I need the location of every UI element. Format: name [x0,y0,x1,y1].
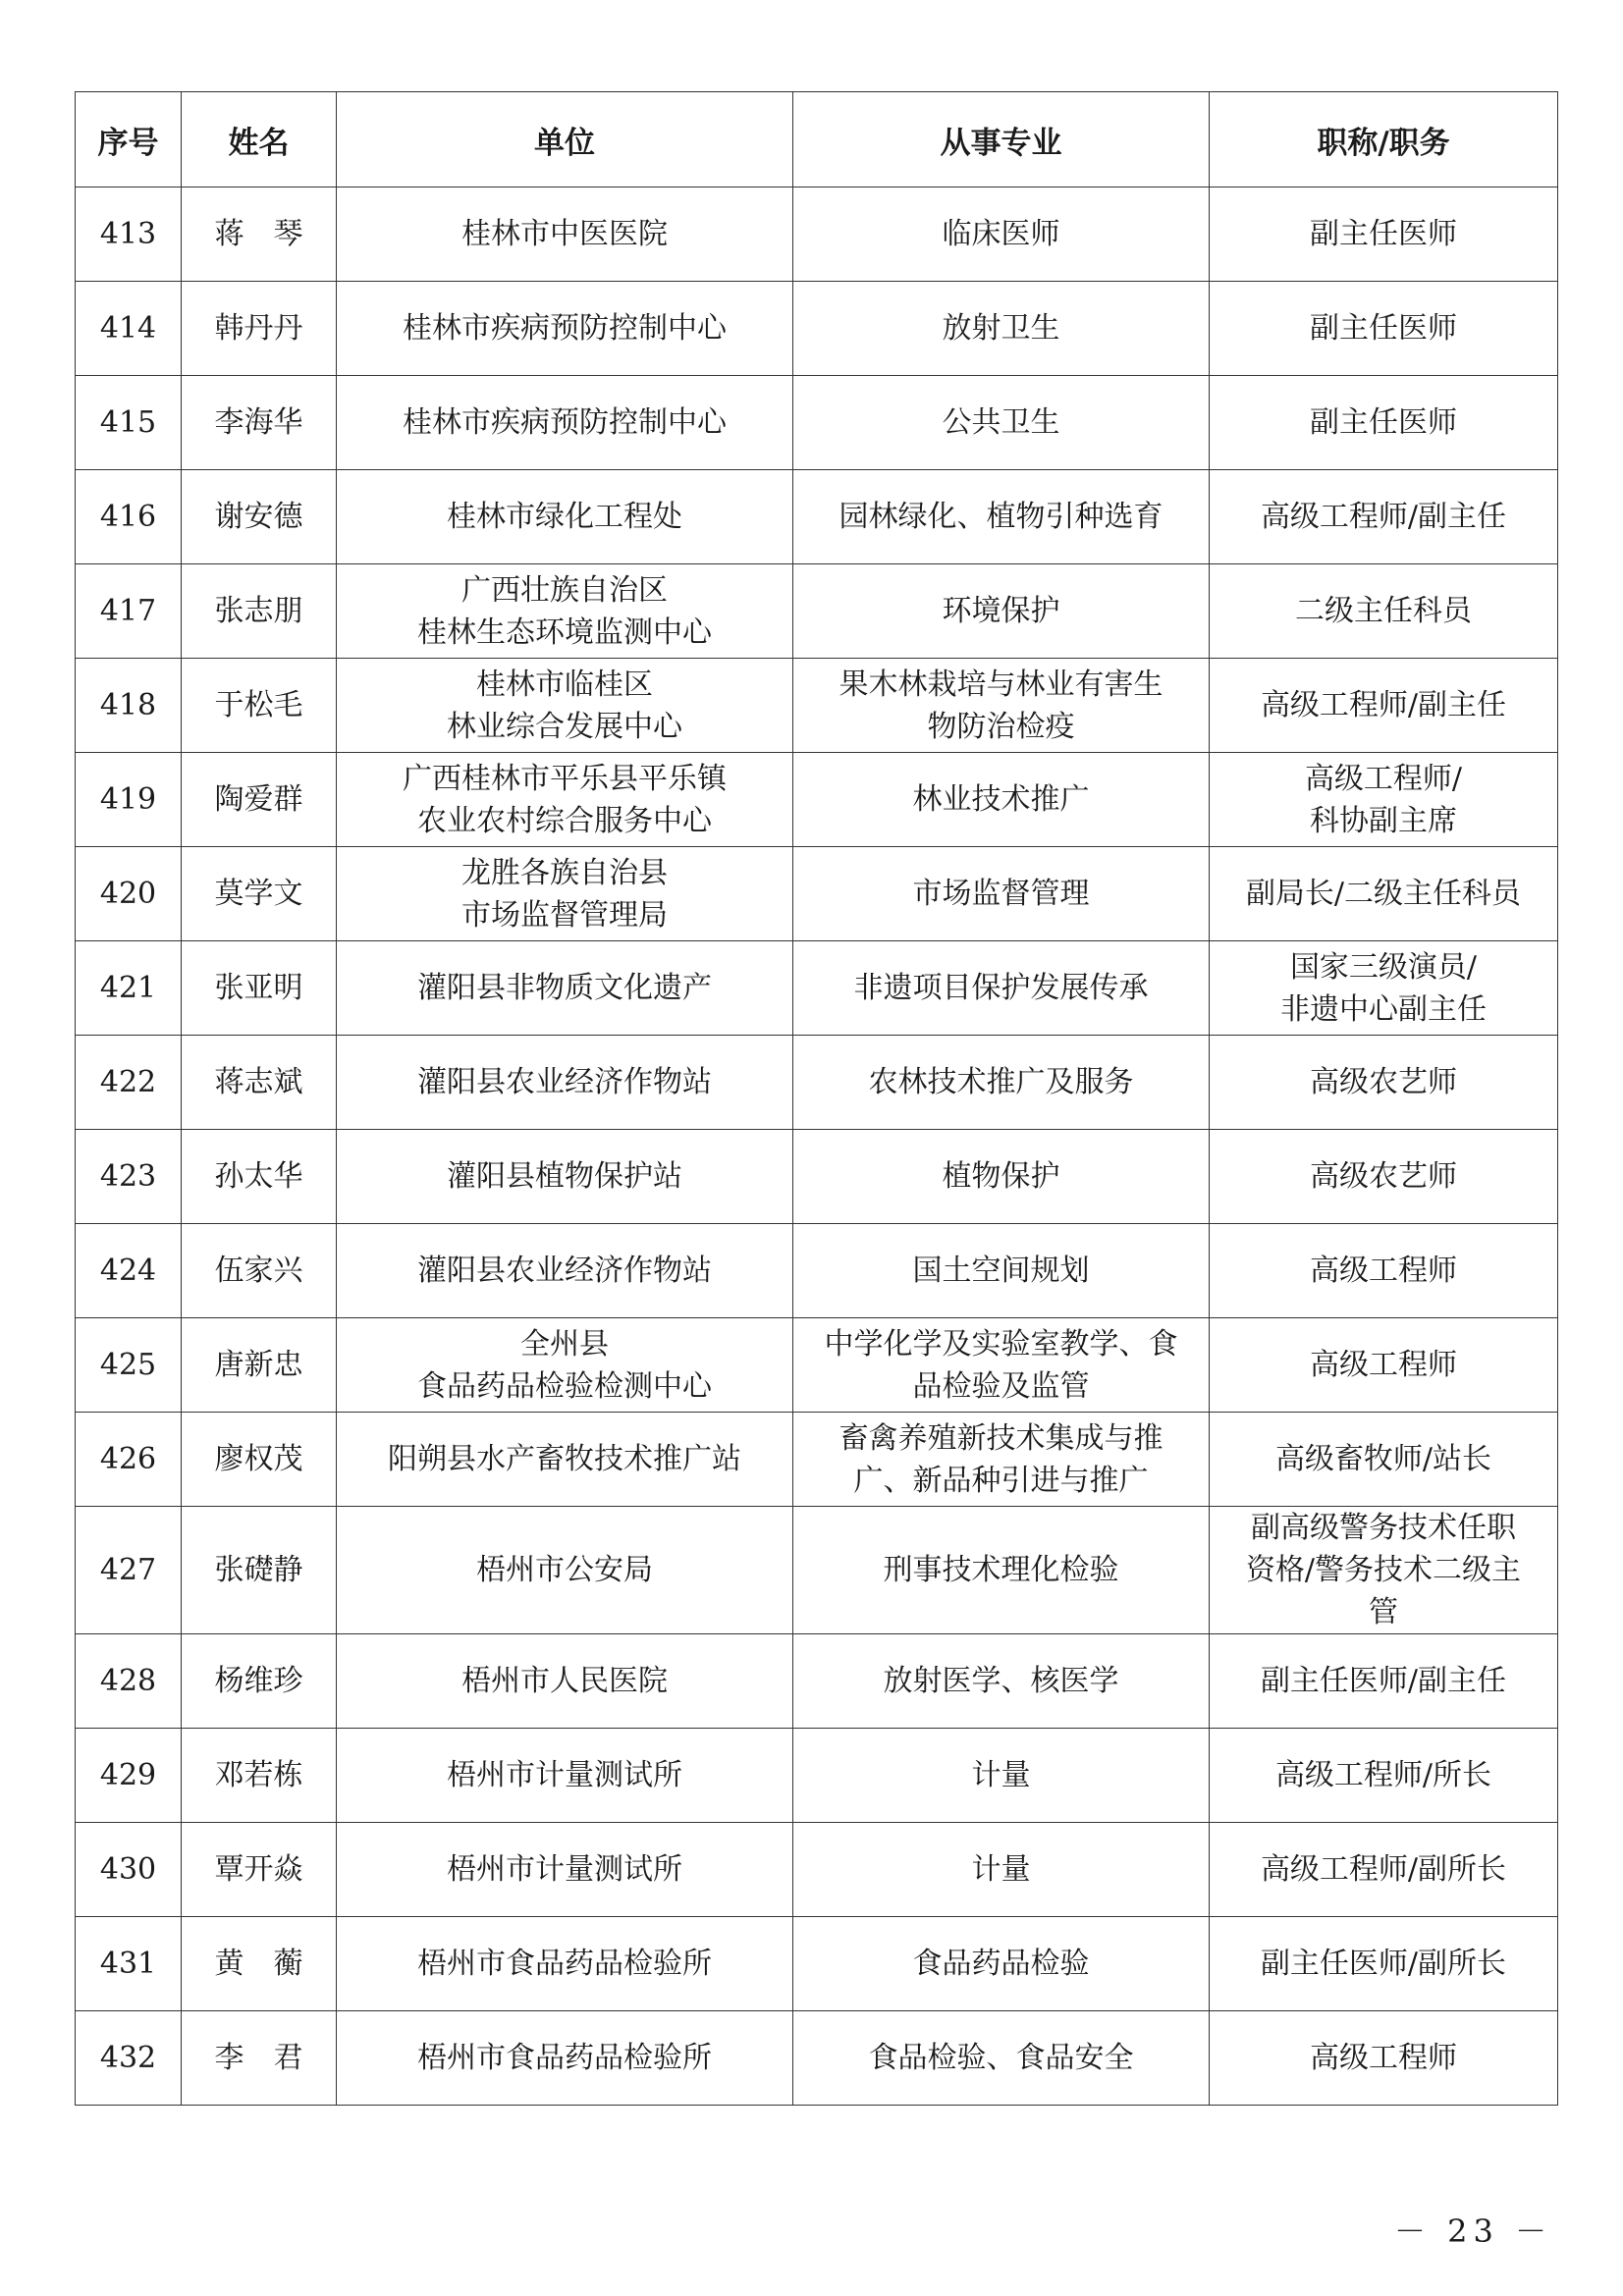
cell-unit [337,1224,793,1318]
cell-unit [337,1507,793,1634]
cell-unit-line: 梧州市食品药品检验所 [417,2041,712,2075]
cell-specialty [793,1036,1210,1130]
cell-serial-number: 420 [76,847,182,941]
cell-specialty-line: 临床医师 [942,217,1060,251]
cell-specialty [793,2011,1210,2106]
cell-serial-number: 428 [76,1634,182,1729]
table-row [76,1729,1558,1823]
cell-name: 韩丹丹 [182,282,337,376]
cell-serial-number: 415 [76,376,182,470]
cell-name: 李 君 [182,2011,337,2106]
cell-specialty [793,659,1210,753]
cell-specialty-line: 林业技术推广 [912,782,1090,817]
page-number: － 23 － [1394,2213,1553,2250]
cell-name: 陶爱群 [182,753,337,847]
cell-serial-number: 422 [76,1036,182,1130]
cell-specialty [793,847,1210,941]
cell-title-position [1210,941,1558,1036]
cell-title-position [1210,1224,1558,1318]
cell-unit [337,1634,793,1729]
cell-title-position [1210,1729,1558,1823]
table-row [76,282,1558,376]
cell-title-position-line: 管 [1369,1595,1398,1629]
cell-title-position [1210,470,1558,564]
table-row [76,1413,1558,1507]
cell-title-position-line: 二级主任科员 [1295,594,1472,628]
cell-title-position-line: 高级工程师/副主任 [1260,688,1507,722]
cell-name: 覃开焱 [182,1823,337,1917]
cell-specialty [793,1318,1210,1413]
cell-unit [337,1917,793,2011]
cell-name: 黄 蘅 [182,1917,337,2011]
cell-unit-line: 桂林生态环境监测中心 [417,614,712,650]
table-row [76,1823,1558,1917]
cell-title-position-line: 高级工程师 [1310,1254,1457,1288]
cell-title-position [1210,1413,1558,1507]
cell-name: 张亚明 [182,941,337,1036]
cell-serial-number: 418 [76,659,182,753]
cell-title-position-line: 副高级警务技术任职 [1251,1511,1516,1545]
cell-title-position [1210,847,1558,941]
cell-unit-line: 阳朔县水产畜牧技术推广站 [388,1442,741,1476]
cell-specialty-line: 公共卫生 [942,405,1060,440]
cell-unit [337,941,793,1036]
cell-unit-line: 桂林市临桂区 [476,667,653,702]
cell-title-position-line: 副主任医师 [1310,311,1457,346]
cell-serial-number: 431 [76,1917,182,2011]
cell-serial-number: 424 [76,1224,182,1318]
cell-title-position-line: 资格/警务技术二级主 [1245,1553,1522,1587]
cell-specialty [793,1130,1210,1224]
cell-unit [337,1130,793,1224]
table-row [76,1318,1558,1413]
cell-title-position [1210,187,1558,282]
cell-unit-line: 桂林市疾病预防控制中心 [403,405,727,440]
cell-title-position-line: 副主任医师/副主任 [1260,1664,1507,1698]
cell-specialty-line: 物防治检疫 [927,709,1075,744]
cell-title-position [1210,2011,1558,2106]
cell-specialty [793,282,1210,376]
cell-specialty-line: 品检验及监管 [912,1368,1090,1404]
cell-serial-number: 419 [76,753,182,847]
table-row [76,753,1558,847]
table-row [76,1634,1558,1729]
table-row [76,187,1558,282]
cell-unit-line: 广西桂林市平乐县平乐镇 [403,761,727,796]
cell-title-position-line: 副局长/二级主任科员 [1245,877,1522,911]
cell-specialty-line: 食品药品检验 [912,1947,1090,1981]
cell-title-position [1210,1917,1558,2011]
cell-serial-number: 414 [76,282,182,376]
cell-title-position [1210,1634,1558,1729]
cell-name: 谢安德 [182,470,337,564]
cell-title-position [1210,376,1558,470]
cell-title-position [1210,659,1558,753]
cell-specialty [793,1823,1210,1917]
cell-serial-number: 416 [76,470,182,564]
cell-title-position-line: 高级工程师/副所长 [1260,1852,1507,1887]
cell-title-position [1210,564,1558,659]
cell-specialty-line: 计量 [971,1758,1031,1792]
cell-unit-line: 灌阳县农业经济作物站 [417,1065,712,1099]
cell-specialty [793,1729,1210,1823]
cell-serial-number: 430 [76,1823,182,1917]
cell-specialty-line: 计量 [971,1852,1031,1887]
cell-unit-line: 桂林市疾病预防控制中心 [403,311,727,346]
table-row [76,847,1558,941]
cell-name: 杨维珍 [182,1634,337,1729]
cell-name: 廖权茂 [182,1413,337,1507]
table-row [76,1507,1558,1634]
cell-serial-number: 429 [76,1729,182,1823]
cell-unit-line: 农业农村综合服务中心 [417,803,712,838]
cell-unit-line: 梧州市公安局 [476,1553,653,1587]
cell-title-position-line: 副主任医师 [1310,217,1457,251]
cell-unit [337,470,793,564]
table-body [76,187,1558,2106]
cell-specialty-line: 中学化学及实验室教学、食 [824,1326,1178,1362]
cell-unit-line: 广西壮族自治区 [461,572,668,608]
table-row [76,1224,1558,1318]
cell-unit [337,659,793,753]
cell-specialty-line: 市场监督管理 [912,877,1090,911]
cell-specialty-line: 食品检验、食品安全 [868,2041,1134,2075]
table-row [76,1036,1558,1130]
cell-title-position-line: 副主任医师/副所长 [1260,1947,1507,1981]
cell-unit [337,753,793,847]
cell-name: 张志朋 [182,564,337,659]
cell-specialty [793,470,1210,564]
cell-title-position-line: 高级工程师/副主任 [1260,500,1507,534]
cell-unit [337,1413,793,1507]
cell-title-position-line: 非遗中心副主任 [1280,991,1487,1027]
cell-specialty-line: 放射医学、核医学 [883,1664,1119,1698]
cell-name: 张礎静 [182,1507,337,1634]
table-row [76,941,1558,1036]
header-name: 姓名 [182,92,337,187]
cell-name: 邓若栋 [182,1729,337,1823]
header-serial-number: 序号 [76,92,182,187]
table-row [76,564,1558,659]
cell-specialty [793,187,1210,282]
cell-specialty-line: 园林绿化、植物引种选育 [839,500,1163,534]
header-title-position: 职称/职务 [1210,92,1558,187]
header-specialty: 从事专业 [793,92,1210,187]
cell-name: 莫学文 [182,847,337,941]
cell-unit [337,1318,793,1413]
cell-unit-line: 食品药品检验检测中心 [417,1368,712,1404]
cell-unit-line: 桂林市绿化工程处 [447,500,682,534]
table-row [76,470,1558,564]
cell-unit [337,1036,793,1130]
table-header-row [76,92,1558,187]
cell-unit-line: 灌阳县农业经济作物站 [417,1254,712,1288]
cell-serial-number: 432 [76,2011,182,2106]
cell-unit-line: 灌阳县非物质文化遗产 [417,971,712,1005]
cell-unit-line: 灌阳县植物保护站 [447,1159,682,1194]
cell-title-position-line: 高级农艺师 [1310,1159,1457,1194]
cell-unit-line: 市场监督管理局 [461,897,668,933]
cell-unit [337,187,793,282]
cell-unit-line: 龙胜各族自治县 [461,855,668,890]
cell-serial-number: 426 [76,1413,182,1507]
cell-unit-line: 梧州市计量测试所 [447,1852,682,1887]
cell-name: 蒋 琴 [182,187,337,282]
cell-specialty [793,753,1210,847]
cell-title-position-line: 副主任医师 [1310,405,1457,440]
cell-title-position [1210,282,1558,376]
cell-serial-number: 425 [76,1318,182,1413]
cell-unit [337,282,793,376]
cell-specialty-line: 农林技术推广及服务 [868,1065,1134,1099]
cell-serial-number: 413 [76,187,182,282]
cell-unit-line: 梧州市人民医院 [461,1664,668,1698]
personnel-table [75,91,1558,2106]
cell-unit [337,2011,793,2106]
header-unit: 单位 [337,92,793,187]
cell-unit-line: 梧州市食品药品检验所 [417,1947,712,1981]
cell-specialty [793,1634,1210,1729]
cell-unit [337,1729,793,1823]
cell-title-position-line: 高级工程师/ [1304,761,1463,796]
cell-title-position-line: 高级农艺师 [1310,1065,1457,1099]
cell-title-position-line: 高级畜牧师/站长 [1274,1442,1492,1476]
cell-unit [337,1823,793,1917]
cell-title-position [1210,1507,1558,1634]
table-row [76,1917,1558,2011]
cell-title-position-line: 高级工程师 [1310,1348,1457,1382]
cell-name: 于松毛 [182,659,337,753]
cell-unit-line: 梧州市计量测试所 [447,1758,682,1792]
cell-specialty-line: 非遗项目保护发展传承 [853,971,1149,1005]
cell-specialty-line: 刑事技术理化检验 [883,1553,1119,1587]
cell-specialty [793,1413,1210,1507]
cell-title-position [1210,1823,1558,1917]
cell-name: 孙太华 [182,1130,337,1224]
cell-unit [337,376,793,470]
cell-unit-line: 林业综合发展中心 [447,709,682,744]
table-row [76,376,1558,470]
cell-title-position-line: 科协副主席 [1310,803,1457,838]
cell-serial-number: 421 [76,941,182,1036]
cell-specialty [793,564,1210,659]
cell-name: 李海华 [182,376,337,470]
cell-title-position-line: 高级工程师/所长 [1274,1758,1492,1792]
cell-title-position [1210,1036,1558,1130]
cell-unit-line: 全州县 [520,1326,609,1362]
cell-specialty-line: 畜禽养殖新技术集成与推 [839,1420,1163,1456]
cell-specialty [793,376,1210,470]
cell-unit [337,847,793,941]
cell-specialty-line: 放射卫生 [942,311,1060,346]
table-row [76,1130,1558,1224]
cell-specialty [793,1917,1210,2011]
cell-serial-number: 427 [76,1507,182,1634]
cell-specialty [793,1507,1210,1634]
cell-specialty [793,941,1210,1036]
cell-serial-number: 423 [76,1130,182,1224]
cell-specialty [793,1224,1210,1318]
cell-specialty-line: 广、新品种引进与推广 [853,1463,1149,1498]
cell-name: 蒋志斌 [182,1036,337,1130]
cell-specialty-line: 果木林栽培与林业有害生 [839,667,1163,702]
cell-specialty-line: 植物保护 [942,1159,1060,1194]
cell-unit-line: 桂林市中医医院 [461,217,668,251]
cell-specialty-line: 国土空间规划 [912,1254,1090,1288]
cell-name: 唐新忠 [182,1318,337,1413]
cell-serial-number: 417 [76,564,182,659]
cell-title-position [1210,1318,1558,1413]
cell-unit [337,564,793,659]
cell-title-position-line: 国家三级演员/ [1289,949,1478,985]
cell-specialty-line: 环境保护 [942,594,1060,628]
cell-title-position [1210,753,1558,847]
cell-title-position-line: 高级工程师 [1310,2041,1457,2075]
table-row [76,2011,1558,2106]
cell-title-position [1210,1130,1558,1224]
cell-name: 伍家兴 [182,1224,337,1318]
table-row [76,659,1558,753]
